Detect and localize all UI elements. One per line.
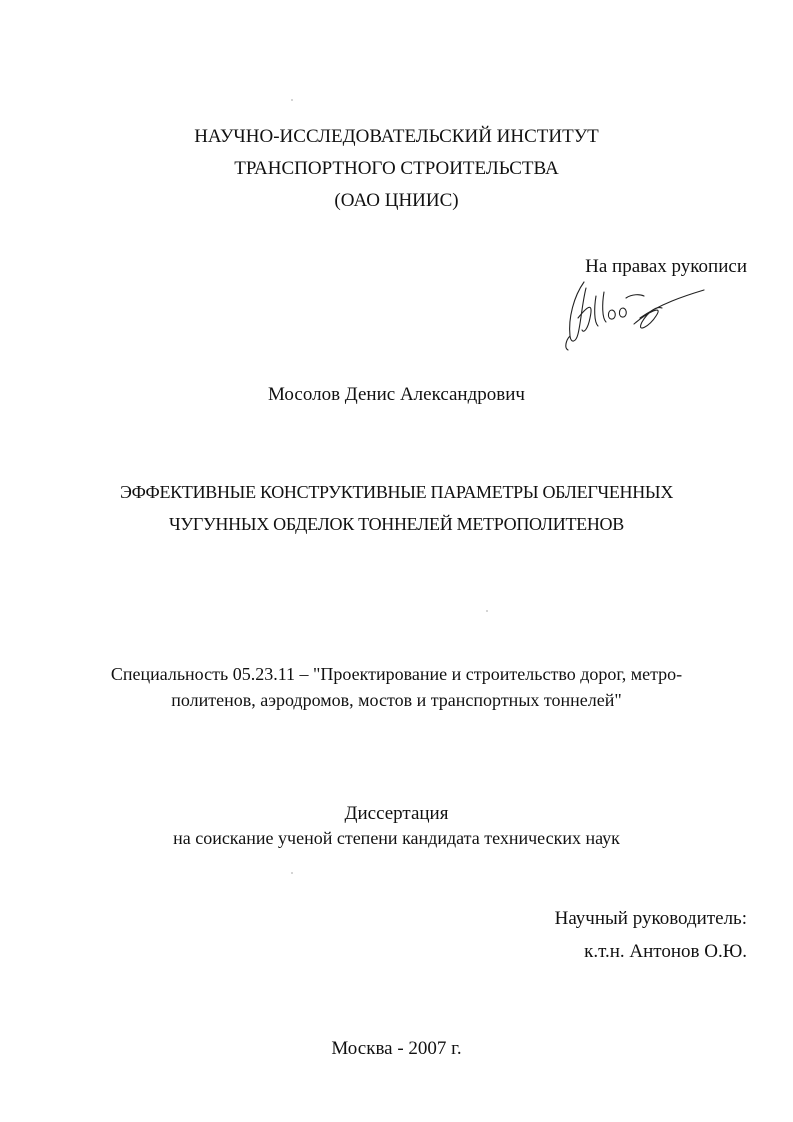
institute-abbreviation: (ОАО ЦНИИС) (334, 190, 459, 211)
manuscript-rights-note: На правах рукописи (585, 256, 747, 277)
supervisor-label: Научный руководитель: (554, 908, 747, 929)
signature-icon (560, 278, 710, 356)
institute-name-line-1: НАУЧНО-ИССЛЕДОВАТЕЛЬСКИЙ ИНСТИТУТ (194, 126, 599, 147)
dissertation-title-line-1: ЭФФЕКТИВНЫЕ КОНСТРУКТИВНЫЕ ПАРАМЕТРЫ ОБЛЕГЧЕННЫХ (119, 482, 674, 502)
supervisor-name: к.т.н. Антонов О.Ю. (584, 941, 747, 962)
dissertation-title-line-2: ЧУГУННЫХ ОБДЕЛОК ТОННЕЛЕЙ МЕТРОПОЛИТЕНОВ (169, 514, 624, 534)
scan-speck (291, 872, 293, 874)
specialty-line-2: политенов, аэродромов, мостов и транспортных тоннелей" (171, 690, 622, 710)
dissertation-label: Диссертация (344, 803, 449, 824)
scan-speck (291, 99, 293, 101)
author-name: Мосолов Денис Александрович (268, 384, 525, 405)
degree-purpose: на соискание ученой степени кандидата технических наук (173, 828, 620, 848)
scan-speck (486, 610, 488, 612)
city-and-year: Москва - 2007 г. (331, 1038, 462, 1059)
specialty-line-1: Специальность 05.23.11 – "Проектирование и строительство дорог, метро- (110, 664, 683, 684)
institute-name-line-2: ТРАНСПОРТНОГО СТРОИТЕЛЬСТВА (234, 158, 559, 179)
